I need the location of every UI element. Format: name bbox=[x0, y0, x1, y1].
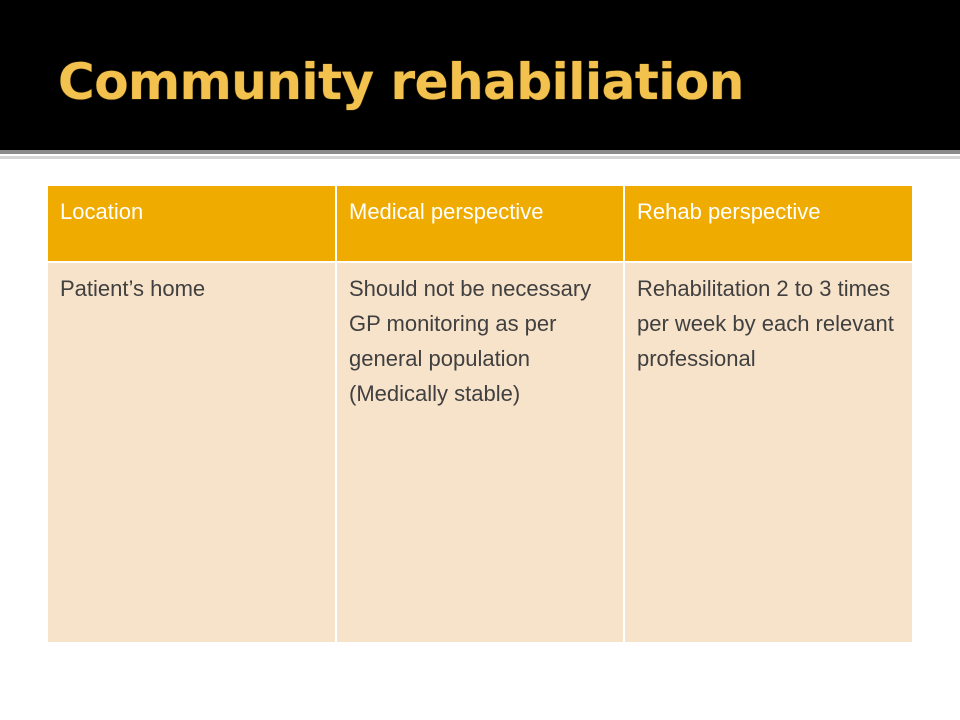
title-divider bbox=[0, 150, 960, 154]
cell-rehab-text: Rehabilitation 2 to 3 times per week by each relevant professional bbox=[637, 276, 894, 371]
cell-location-text: Patient’s home bbox=[60, 276, 206, 301]
cell-rehab bbox=[624, 262, 912, 642]
cell-medical-line-1: Should not be necessary bbox=[349, 276, 592, 301]
title-divider-light bbox=[0, 156, 960, 159]
cell-medical bbox=[336, 262, 624, 642]
table-header-row bbox=[48, 186, 912, 262]
cell-medical-line-2: GP monitoring as per general population (Medically stable) bbox=[349, 311, 557, 406]
rehab-table bbox=[48, 186, 912, 642]
slide-title: Community rehabiliation bbox=[58, 53, 744, 111]
header-medical-perspective: Medical perspective bbox=[336, 186, 624, 262]
table-row bbox=[48, 262, 912, 642]
header-rehab-perspective: Rehab perspective bbox=[624, 186, 912, 262]
title-bar bbox=[0, 0, 960, 150]
header-location: Location bbox=[48, 186, 336, 262]
rehab-table-container bbox=[48, 186, 912, 642]
cell-location bbox=[48, 262, 336, 642]
